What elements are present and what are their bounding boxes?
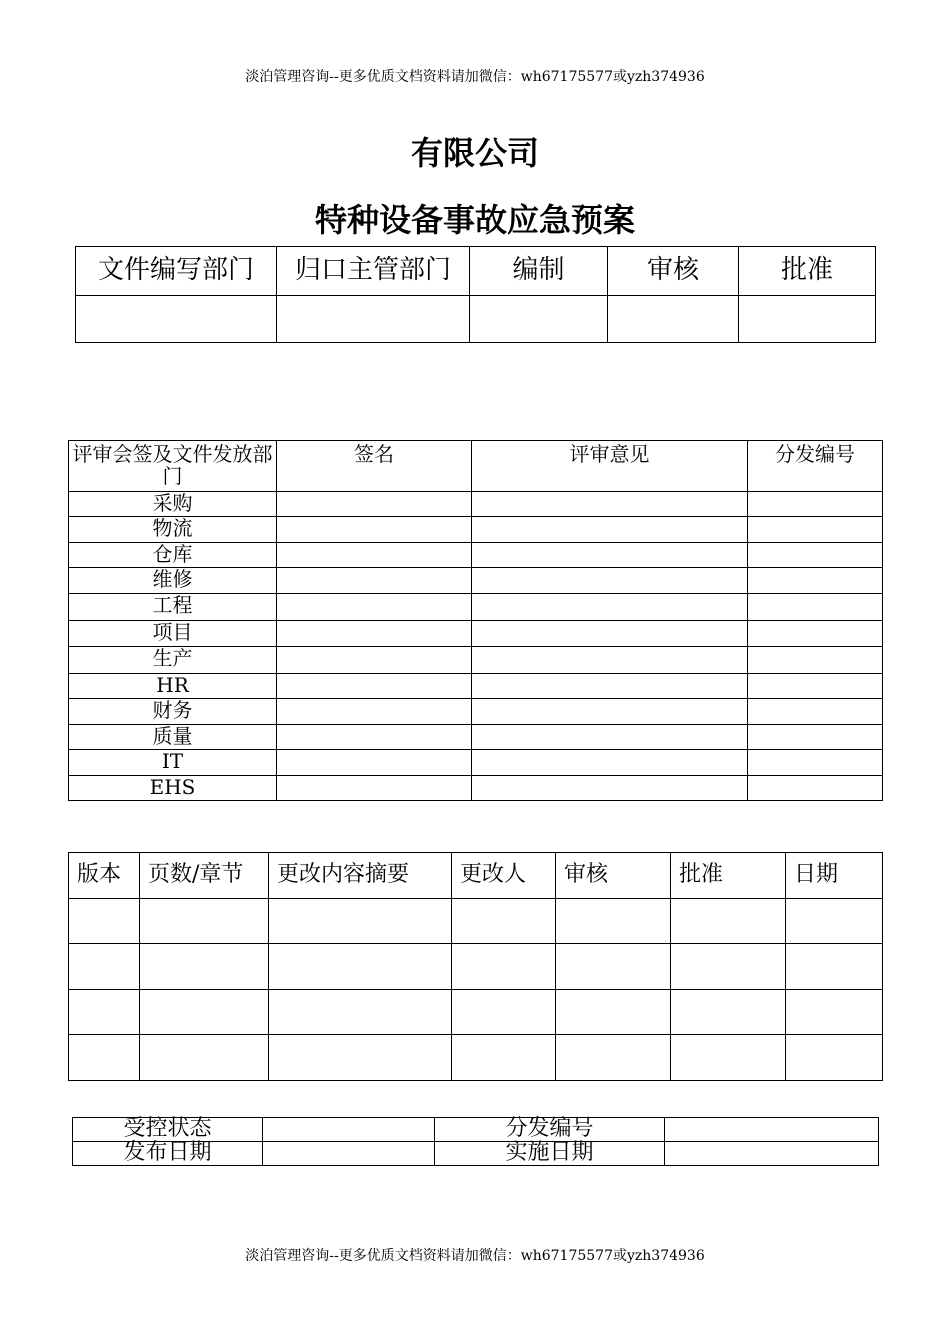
controlled-status-value[interactable] <box>263 1118 435 1142</box>
managing-dept-cell[interactable] <box>277 296 470 343</box>
revision-table <box>68 852 883 1081</box>
opinion-cell[interactable] <box>472 776 748 801</box>
cell[interactable] <box>269 990 452 1035</box>
cell[interactable] <box>556 944 671 990</box>
dept-quality: 质量 <box>69 725 277 750</box>
opinion-cell[interactable] <box>472 750 748 776</box>
header-approved: 批准 <box>739 247 876 296</box>
distribution-cell[interactable] <box>748 594 883 621</box>
distribution-cell[interactable] <box>748 543 883 568</box>
dept-production: 生产 <box>69 647 277 674</box>
signature-cell[interactable] <box>277 699 472 725</box>
table-row <box>69 776 883 801</box>
opinion-cell[interactable] <box>472 699 748 725</box>
cell[interactable] <box>269 1035 452 1081</box>
table-row <box>69 568 883 594</box>
header-pages-chapter: 页数/章节 <box>140 853 269 899</box>
opinion-cell[interactable] <box>472 674 748 699</box>
cell[interactable] <box>786 944 883 990</box>
header-changed-by: 更改人 <box>452 853 556 899</box>
table-row <box>69 621 883 647</box>
distribution-cell[interactable] <box>748 621 883 647</box>
signature-cell[interactable] <box>277 492 472 517</box>
dept-purchasing: 采购 <box>69 492 277 517</box>
distribution-cell[interactable] <box>748 674 883 699</box>
signature-cell[interactable] <box>277 674 472 699</box>
cell[interactable] <box>556 1035 671 1081</box>
review-table <box>68 440 883 801</box>
opinion-cell[interactable] <box>472 725 748 750</box>
table-row <box>69 990 883 1035</box>
cell[interactable] <box>69 944 140 990</box>
opinion-cell[interactable] <box>472 621 748 647</box>
cell[interactable] <box>140 990 269 1035</box>
distribution-cell[interactable] <box>748 517 883 543</box>
distribution-cell[interactable] <box>748 699 883 725</box>
header-reviewed: 审核 <box>608 247 739 296</box>
header-review-dept: 评审会签及文件发放部门 <box>69 441 277 492</box>
effective-date-label: 实施日期 <box>435 1142 665 1166</box>
signature-cell[interactable] <box>277 517 472 543</box>
table-row <box>69 594 883 621</box>
opinion-cell[interactable] <box>472 568 748 594</box>
cell[interactable] <box>671 990 786 1035</box>
table-row <box>69 944 883 990</box>
opinion-cell[interactable] <box>472 492 748 517</box>
header-distribution-no: 分发编号 <box>748 441 883 492</box>
document-title: 特种设备事故应急预案 <box>314 201 635 239</box>
cell[interactable] <box>69 899 140 944</box>
control-table <box>72 1117 879 1166</box>
cell[interactable] <box>556 990 671 1035</box>
cell[interactable] <box>786 899 883 944</box>
header-review-opinion: 评审意见 <box>472 441 748 492</box>
table-row <box>69 517 883 543</box>
cell[interactable] <box>269 944 452 990</box>
table-row <box>69 699 883 725</box>
cell[interactable] <box>452 990 556 1035</box>
table-row <box>69 725 883 750</box>
signature-cell[interactable] <box>277 750 472 776</box>
header-approval: 批准 <box>671 853 786 899</box>
cell[interactable] <box>269 899 452 944</box>
header-version: 版本 <box>69 853 140 899</box>
distribution-no-value[interactable] <box>665 1118 879 1142</box>
controlled-status-label: 受控状态 <box>73 1118 263 1142</box>
cell[interactable] <box>671 1035 786 1081</box>
table-row <box>69 1035 883 1081</box>
dept-logistics: 物流 <box>69 517 277 543</box>
cell[interactable] <box>786 990 883 1035</box>
cell[interactable] <box>69 990 140 1035</box>
dept-project: 项目 <box>69 621 277 647</box>
header-prepared: 编制 <box>470 247 608 296</box>
cell[interactable] <box>452 944 556 990</box>
dept-engineering: 工程 <box>69 594 277 621</box>
distribution-cell[interactable] <box>748 568 883 594</box>
table-row <box>69 674 883 699</box>
dept-ehs: EHS <box>69 776 277 801</box>
distribution-cell[interactable] <box>748 776 883 801</box>
distribution-cell[interactable] <box>748 750 883 776</box>
approved-cell[interactable] <box>739 296 876 343</box>
cell[interactable] <box>556 899 671 944</box>
effective-date-value[interactable] <box>665 1142 879 1166</box>
header-managing-dept: 归口主管部门 <box>277 247 470 296</box>
header-signature: 签名 <box>277 441 472 492</box>
table-row <box>69 543 883 568</box>
cell[interactable] <box>786 1035 883 1081</box>
table-row <box>69 899 883 944</box>
opinion-cell[interactable] <box>472 517 748 543</box>
company-name: 有限公司 <box>410 134 539 172</box>
header-writing-dept: 文件编写部门 <box>76 247 277 296</box>
release-date-label: 发布日期 <box>73 1142 263 1166</box>
signature-cell[interactable] <box>277 621 472 647</box>
cell[interactable] <box>452 899 556 944</box>
distribution-no-label: 分发编号 <box>435 1118 665 1142</box>
table-row <box>69 647 883 674</box>
page-header: 淡泊管理咨询--更多优质文档资料请加微信：wh67175577或yzh374936 <box>245 69 705 85</box>
header-date: 日期 <box>786 853 883 899</box>
header-change-summary: 更改内容摘要 <box>269 853 452 899</box>
signature-cell[interactable] <box>277 776 472 801</box>
approval-table <box>75 246 876 343</box>
release-date-value[interactable] <box>263 1142 435 1166</box>
dept-maintenance: 维修 <box>69 568 277 594</box>
distribution-cell[interactable] <box>748 725 883 750</box>
signature-cell[interactable] <box>277 543 472 568</box>
dept-warehouse: 仓库 <box>69 543 277 568</box>
table-row <box>69 750 883 776</box>
distribution-cell[interactable] <box>748 492 883 517</box>
cell[interactable] <box>671 944 786 990</box>
cell[interactable] <box>140 944 269 990</box>
dept-finance: 财务 <box>69 699 277 725</box>
signature-cell[interactable] <box>277 594 472 621</box>
writing-dept-cell[interactable] <box>76 296 277 343</box>
cell[interactable] <box>140 1035 269 1081</box>
cell[interactable] <box>671 899 786 944</box>
page-footer: 淡泊管理咨询--更多优质文档资料请加微信：wh67175577或yzh374936 <box>245 1248 705 1264</box>
table-row <box>69 492 883 517</box>
reviewed-cell[interactable] <box>608 296 739 343</box>
cell[interactable] <box>452 1035 556 1081</box>
cell[interactable] <box>140 899 269 944</box>
signature-cell[interactable] <box>277 568 472 594</box>
signature-cell[interactable] <box>277 647 472 674</box>
signature-cell[interactable] <box>277 725 472 750</box>
cell[interactable] <box>69 1035 140 1081</box>
opinion-cell[interactable] <box>472 543 748 568</box>
distribution-cell[interactable] <box>748 647 883 674</box>
prepared-cell[interactable] <box>470 296 608 343</box>
opinion-cell[interactable] <box>472 594 748 621</box>
dept-hr: HR <box>69 674 277 699</box>
dept-it: IT <box>69 750 277 776</box>
opinion-cell[interactable] <box>472 647 748 674</box>
header-review: 审核 <box>556 853 671 899</box>
